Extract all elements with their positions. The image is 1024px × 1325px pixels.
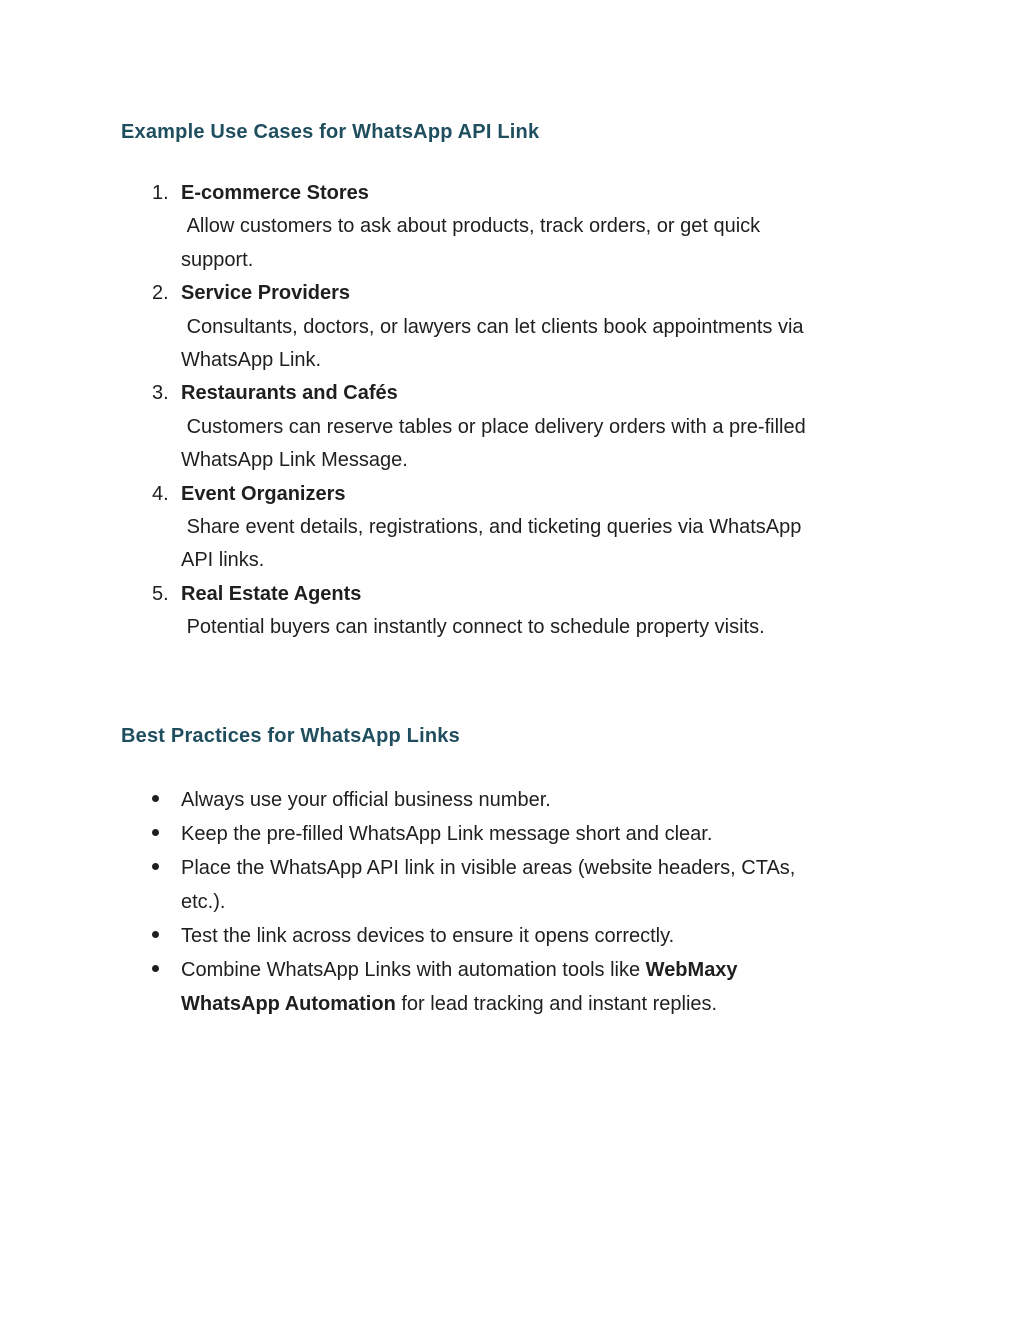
use-case-item <box>121 277 903 377</box>
use-case-item-body <box>181 177 903 277</box>
use-case-item-title: Restaurants and Cafés <box>181 382 398 405</box>
text-segment: Place the WhatsApp API link in visible areas (website headers, CTAs, <box>181 856 796 879</box>
list-number: 3. <box>152 382 169 405</box>
list-number: 1. <box>152 182 169 204</box>
best-practice-item <box>121 953 903 1021</box>
best-practice-item-body <box>181 851 903 919</box>
bullet-icon <box>121 851 181 885</box>
bullet-dot-icon <box>152 931 159 938</box>
best-practices-heading: Best Practices for WhatsApp Links <box>121 724 460 747</box>
use-case-item <box>121 177 903 277</box>
use-case-item-description-line: support. <box>181 248 254 271</box>
use-case-item-description-line: API links. <box>181 549 265 572</box>
use-case-item <box>121 578 903 645</box>
use-case-item-body <box>181 377 903 477</box>
text-segment: Keep the pre-filled WhatsApp Link message short and clear. <box>181 822 713 845</box>
use-case-item-title: Service Providers <box>181 282 350 305</box>
use-case-item-description-line: Allow customers to ask about products, track orders, or get quick <box>181 215 761 238</box>
best-practice-line <box>181 953 903 987</box>
bullet-dot-icon <box>152 795 159 802</box>
use-case-item-title: Event Organizers <box>181 482 346 505</box>
best-practice-line <box>181 783 903 817</box>
best-practice-item-body <box>181 783 903 817</box>
best-practice-line <box>181 851 903 885</box>
text-segment: etc.). <box>181 890 226 913</box>
bold-text-segment: WebMaxy <box>645 958 738 981</box>
use-case-item-title: Real Estate Agents <box>181 582 362 605</box>
list-number: 4. <box>152 482 169 505</box>
bullet-icon <box>121 919 181 953</box>
best-practice-line <box>181 987 903 1021</box>
use-case-item-description-line: Customers can reserve tables or place delivery orders with a pre-filled <box>181 415 806 438</box>
best-practice-line <box>181 885 903 919</box>
bullet-icon <box>121 783 181 817</box>
bullet-dot-icon <box>152 965 159 972</box>
best-practice-item <box>121 851 903 919</box>
text-segment: Always use your official business number. <box>181 788 551 811</box>
use-case-item-description-line: Potential buyers can instantly connect to schedule property visits. <box>181 616 765 639</box>
use-case-numbered-list <box>121 177 903 645</box>
list-number: 5. <box>152 582 169 605</box>
use-case-item-description-line: Consultants, doctors, or lawyers can let clients book appointments via <box>181 315 804 338</box>
section-best-practices <box>121 722 903 1021</box>
use-case-item-body <box>181 578 903 645</box>
use-case-item-body <box>181 478 903 578</box>
use-case-item-description-line: WhatsApp Link. <box>181 349 322 372</box>
bullet-icon <box>121 953 181 987</box>
bullet-icon <box>121 817 181 851</box>
best-practice-item <box>121 817 903 851</box>
section-divider-space <box>121 645 903 722</box>
bullet-dot-icon <box>152 863 159 870</box>
text-segment: for lead tracking and instant replies. <box>395 992 718 1015</box>
use-case-item-title: E-commerce Stores <box>181 182 369 204</box>
bullet-dot-icon <box>152 829 159 836</box>
use-cases-heading: Example Use Cases for WhatsApp API Link <box>121 121 540 143</box>
best-practice-line <box>181 817 903 851</box>
best-practice-item <box>121 919 903 953</box>
best-practice-item-body <box>181 817 903 851</box>
use-case-item <box>121 377 903 477</box>
section-use-cases <box>121 118 903 645</box>
bold-text-segment: WhatsApp Automation <box>181 992 396 1015</box>
best-practice-item-body <box>181 953 903 1021</box>
best-practice-item-body <box>181 919 903 953</box>
use-case-item-description-line: WhatsApp Link Message. <box>181 449 408 472</box>
list-number: 2. <box>152 282 169 305</box>
best-practice-item <box>121 783 903 817</box>
use-case-item-description-line: Share event details, registrations, and ticketing queries via WhatsApp <box>181 516 802 539</box>
use-case-item <box>121 478 903 578</box>
text-segment: Combine WhatsApp Links with automation tools like <box>181 958 646 981</box>
best-practices-bullet-list <box>121 783 903 1021</box>
text-segment: Test the link across devices to ensure it opens correctly. <box>181 924 675 947</box>
use-case-item-body <box>181 277 903 377</box>
best-practice-line <box>181 919 903 953</box>
